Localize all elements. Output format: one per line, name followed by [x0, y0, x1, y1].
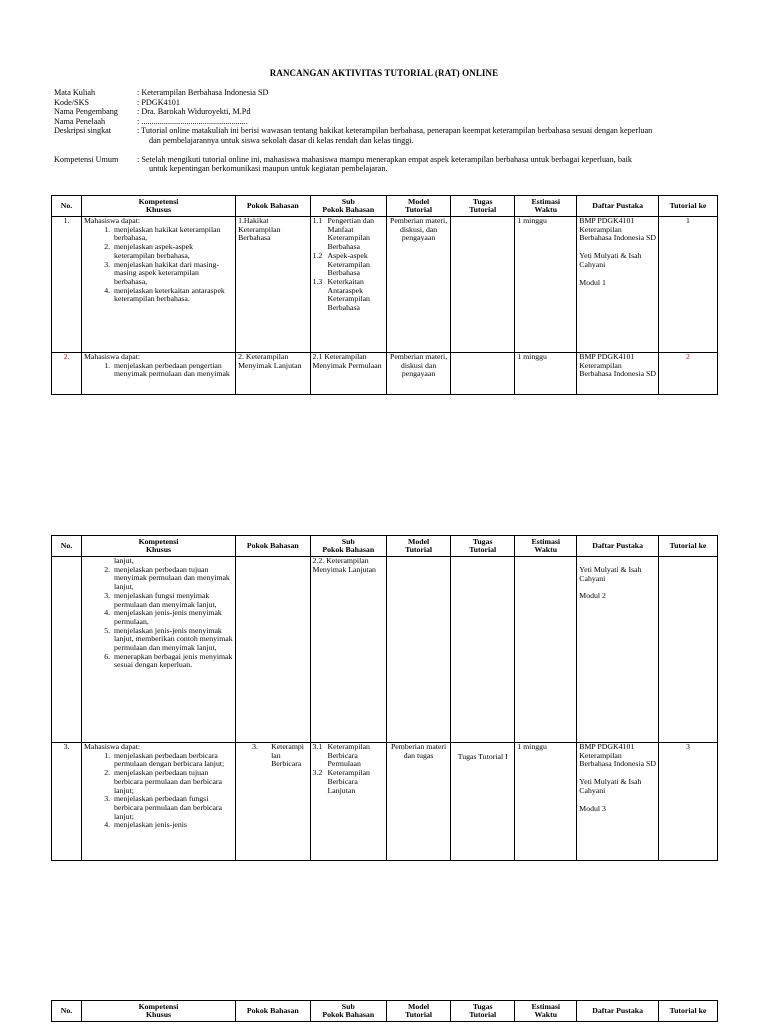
- row-model: Pemberian materi dan tugas: [387, 743, 451, 861]
- row-model: Pemberian materi, diskusi dan pengayaan: [387, 353, 451, 395]
- header-tutorial-ke: Tutorial ke: [658, 536, 717, 557]
- meta-value: : Dra. Barokah Widuroyekti, M.Pd: [137, 107, 251, 117]
- kompetensi-intro: Mahasiswa dapat:: [83, 742, 141, 751]
- row-sub: 2.1 Keterampilan Menyimak Permulaan: [310, 353, 387, 395]
- list-item: 1.1 Pengertian dan Manfaat Keterampilan Berbahasa: [312, 216, 375, 252]
- list-item: 1.3 Keterkaitan Antaraspek Keterampilan Berbahasa: [312, 276, 370, 313]
- list-item: 3. menjelaskan hakikat dari masing-masing aspek keterampilan berbahasa,: [112, 261, 233, 287]
- table-header-row: [52, 196, 718, 217]
- header-daftar: Daftar Pustaka: [577, 1001, 659, 1022]
- kompetensi-list: [84, 226, 233, 304]
- list-item: 3. menjelaskan perbedaan fungsi berbicara permulaan dan berbicara lanjut;: [112, 795, 233, 821]
- list-item: 3. menjelaskan fungsi menyimak permulaan dan menyimak lanjut,: [112, 592, 233, 609]
- list-item: 6. menerapkan berbagai jenis menyimak sesuai dengan keperluan.: [112, 653, 233, 670]
- meta-row-general-competence: [54, 155, 724, 174]
- kompetensi-list: [84, 566, 233, 670]
- row-tugas: [451, 217, 515, 353]
- row-pokok: 2. Keterampilan Menyimak Lanjutan: [236, 353, 310, 395]
- list-item: 4. menjelaskan jenis-jenis menyimak permulaan,: [112, 609, 233, 626]
- general-competence-line1: : Setelah mengikuti tutorial online ini, mahasiswa mahasiswa mampu menerapkan empat aspek keterampilan berbahasa untuk berbagai keperluan, baik: [137, 154, 632, 164]
- pokok-text: Keterampi lan Berbicara: [271, 742, 304, 769]
- table-row: [52, 743, 718, 861]
- row-sub: 2.2. Keterampilan Menyimak Lanjutan: [310, 557, 387, 743]
- row-tugas: Tugas Tutorial I: [451, 743, 515, 861]
- row-kompetensi: [81, 217, 235, 353]
- pokok-number: 3.: [252, 742, 258, 751]
- row-pokok: [236, 743, 310, 861]
- meta-value: : Keterampilan Berbahasa Indonesia SD: [137, 88, 269, 97]
- header-kompetensi: Kompetensi Khusus: [81, 196, 235, 217]
- header-model: Model Tutorial: [387, 196, 451, 217]
- kompetensi-intro: Mahasiswa dapat:: [83, 216, 141, 225]
- list-item: 1. menjelaskan hakikat keterampilan berbahasa,: [112, 226, 233, 243]
- meta-value: : ....................................................: [137, 116, 248, 126]
- meta-row-code: [54, 98, 724, 108]
- header-tutorial-ke: Tutorial ke: [658, 196, 717, 217]
- row-model: [387, 557, 451, 743]
- row-tugas: [451, 353, 515, 395]
- row-estimasi: [515, 557, 577, 743]
- row-tutorial-ke: 2: [658, 353, 717, 395]
- rat-table-3: [51, 1000, 718, 1022]
- row-no: [52, 557, 82, 743]
- row-no: 2.: [52, 353, 82, 395]
- header-estimasi: Estimasi Waktu: [515, 1001, 577, 1022]
- header-estimasi: Estimasi Waktu: [515, 536, 577, 557]
- meta-label: Kompetensi Umum: [54, 154, 119, 164]
- list-item: 2. menjelaskan perbedaan tujuan berbicara permulaan dan berbicara lanjut;: [112, 769, 233, 795]
- meta-label: Deskripsi singkat: [54, 126, 112, 136]
- header-kompetensi: Kompetensi Khusus: [81, 1001, 235, 1022]
- list-item: 2. menjelaskan perbedaan tujuan menyimak permulaan dan menyimak lanjut,: [112, 566, 233, 592]
- row-sub: [310, 217, 387, 353]
- row-daftar: Yeti Mulyati & Isah Cahyani Modul 2: [577, 557, 659, 743]
- row-kompetensi: [81, 743, 235, 861]
- table-header-row: [52, 1001, 718, 1022]
- header-no: No.: [52, 1001, 82, 1022]
- table-row: [52, 353, 718, 395]
- header-tugas: Tugas Tutorial: [451, 536, 515, 557]
- list-item: 4. menjelaskan jenis-jenis: [112, 821, 233, 830]
- meta-value: [137, 155, 724, 174]
- rat-table-1: [51, 195, 718, 395]
- list-item: 3.1 Keterampilan Berbicara Permulaan: [312, 742, 370, 769]
- meta-label: Nama Pengembang: [54, 107, 118, 117]
- header-estimasi: Estimasi Waktu: [515, 196, 577, 217]
- row-kompetensi: [81, 557, 235, 743]
- table-header-row: [52, 536, 718, 557]
- list-item: 3.2 Keterampilan Berbicara Lanjutan: [312, 768, 370, 795]
- row-no: 1.: [52, 217, 82, 353]
- rat-table-2: [51, 535, 718, 861]
- list-item: 4. menjelaskan keterkaitan antaraspek keterampilan berbahasa.: [112, 287, 233, 304]
- meta-description-line1: : Tutorial online matakuliah ini berisi wawasan tentang hakikat keterampilan berbahasa, penerapan keempat keterampilan berbahasa sesuai dengan keperluan: [137, 126, 653, 136]
- table-row: [52, 217, 718, 353]
- row-model: Pemberian materi, diskusi, dan pengayaan: [387, 217, 451, 353]
- header-pokok: Pokok Bahasan: [236, 1001, 310, 1022]
- header-tugas: Tugas Tutorial: [451, 1001, 515, 1022]
- row-tutorial-ke: [658, 557, 717, 743]
- row-daftar: BMP PDGK4101 Keterampilan Berbahasa Indonesia SD: [577, 353, 659, 395]
- header-no: No.: [52, 536, 82, 557]
- meta-row-description: [54, 126, 724, 145]
- meta-value: : PDGK4101: [137, 97, 180, 107]
- list-item: 1. menjelaskan perbedaan pengertian menyimak permulaan dan menyimak: [112, 362, 233, 379]
- list-item: 1.2 Aspek-aspek Keterampilan Berbahasa: [312, 250, 370, 278]
- row-sub: [310, 743, 387, 861]
- row-no: 3.: [52, 743, 82, 861]
- header-no: No.: [52, 196, 82, 217]
- row-daftar: BMP PDGK4101 Keterampilan Berbahasa Indonesia SD Yeti Mulyati & Isah Cahyani Modul 1: [577, 217, 659, 353]
- header-sub: Sub Pokok Bahasan: [310, 196, 387, 217]
- header-pokok: Pokok Bahasan: [236, 196, 310, 217]
- row-tutorial-ke: 3: [658, 743, 717, 861]
- kompetensi-continued: lanjut,: [113, 556, 134, 565]
- header-sub: Sub Pokok Bahasan: [310, 536, 387, 557]
- row-estimasi: 1 minggu: [515, 217, 577, 353]
- meta-description-line2: dan pembelajarannya untuk siswa sekolah dasar di kelas rendah dan kelas tinggi.: [149, 135, 414, 145]
- row-kompetensi: [81, 353, 235, 395]
- header-kompetensi: Kompetensi Khusus: [81, 536, 235, 557]
- list-item: 2. menjelaskan aspek-aspek keterampilan berbahasa,: [112, 243, 233, 260]
- header-daftar: Daftar Pustaka: [577, 196, 659, 217]
- row-pokok: [236, 557, 310, 743]
- header-sub: Sub Pokok Bahasan: [310, 1001, 387, 1022]
- list-item: 5. menjelaskan jenis-jenis menyimak lanjut, memberikan contoh menyimak permulaan dan menyimak lanjut,: [112, 627, 233, 653]
- kompetensi-list: [84, 752, 233, 830]
- meta-label: Nama Penelaah: [54, 116, 106, 126]
- meta-row-course: [54, 88, 724, 98]
- header-pokok: Pokok Bahasan: [236, 536, 310, 557]
- meta-label: Mata Kuliah: [54, 88, 96, 97]
- general-competence-line2: untuk kepentingan berkomunikasi maupun untuk kegiatan pembelajaran.: [149, 164, 388, 174]
- header-tugas: Tugas Tutorial: [451, 196, 515, 217]
- meta-label: Kode/SKS: [54, 97, 90, 107]
- kompetensi-intro: Mahasiswa dapat:: [83, 352, 141, 361]
- table-row: [52, 557, 718, 743]
- row-tugas: [451, 557, 515, 743]
- row-pokok: 1.Hakikat Keterampilan Berbahasa: [236, 217, 310, 353]
- course-meta: [54, 88, 724, 174]
- document-title: RANCANGAN AKTIVITAS TUTORIAL (RAT) ONLINE: [269, 68, 499, 78]
- header-tutorial-ke: Tutorial ke: [658, 1001, 717, 1022]
- row-estimasi: 1 minggu: [515, 353, 577, 395]
- header-model: Model Tutorial: [387, 536, 451, 557]
- list-item: 1. menjelaskan perbedaan berbicara permulaan dengan berbicara lanjut;: [112, 752, 233, 769]
- kompetensi-list: [84, 362, 233, 379]
- row-tutorial-ke: 1: [658, 217, 717, 353]
- meta-value: [137, 126, 724, 145]
- row-daftar: BMP PDGK4101 Keterampilan Berbahasa Indonesia SD Yeti Mulyati & Isah Cahyani Modul 3: [577, 743, 659, 861]
- row-estimasi: 1 minggu: [515, 743, 577, 861]
- header-model: Model Tutorial: [387, 1001, 451, 1022]
- meta-row-developer: [54, 107, 724, 117]
- header-daftar: Daftar Pustaka: [577, 536, 659, 557]
- meta-row-reviewer: [54, 117, 724, 127]
